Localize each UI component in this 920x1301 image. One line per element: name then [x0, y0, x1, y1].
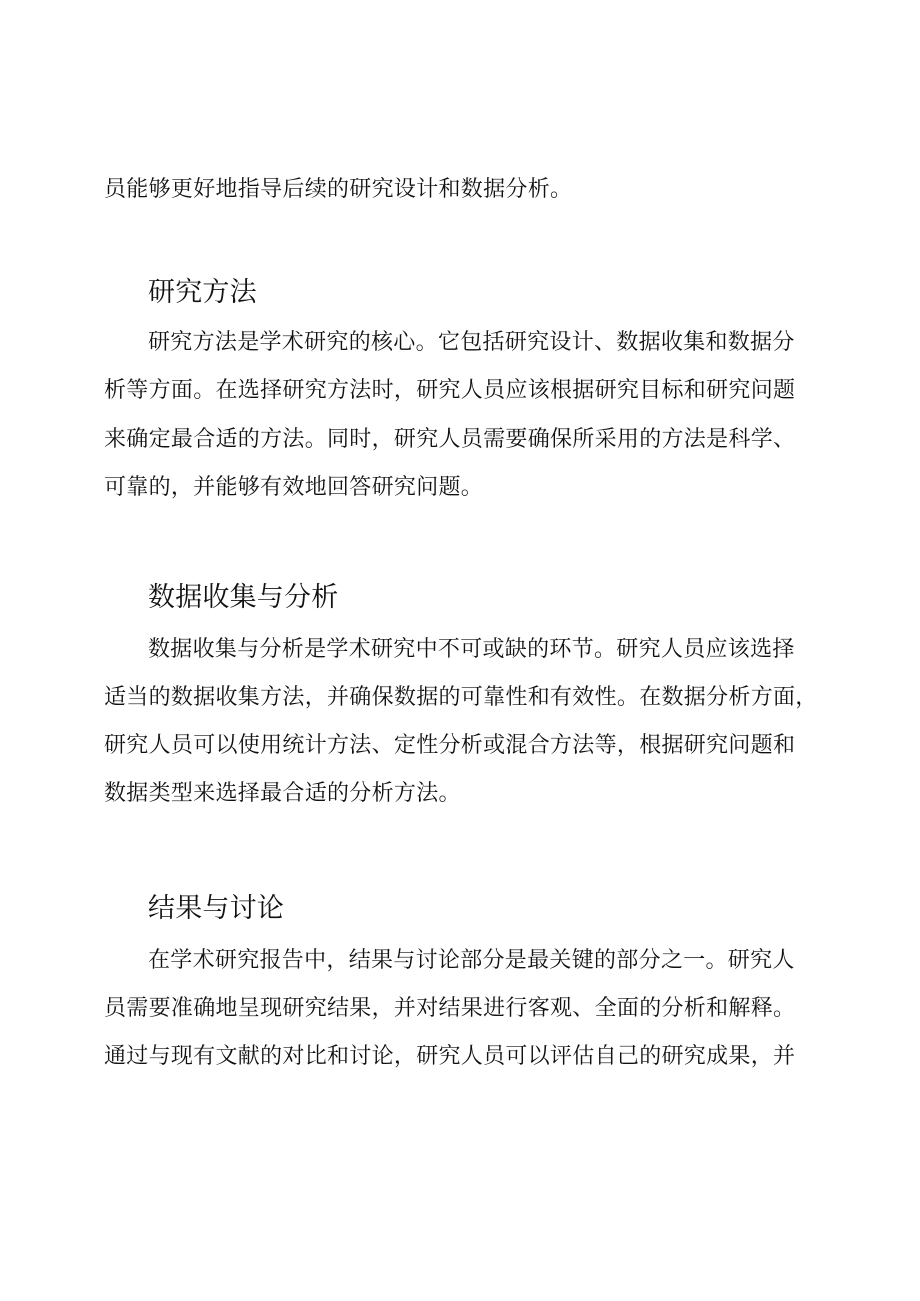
- paragraph-line: 适当的数据收集方法，并确保数据的可靠性和有效性。在数据分析方面，: [104, 685, 818, 710]
- paragraph-line: 研究方法是学术研究的核心。它包括研究设计、数据收集和数据分: [148, 330, 795, 355]
- paragraph-line: 数据类型来选择最合适的分析方法。: [104, 781, 461, 806]
- section-heading-research-methods: 研究方法: [148, 277, 257, 308]
- intro-paragraph-line: 员能够更好地指导后续的研究设计和数据分析。: [104, 177, 573, 202]
- paragraph-line: 来确定最合适的方法。同时，研究人员需要确保所采用的方法是科学、: [104, 427, 796, 452]
- section-heading-results-discussion: 结果与讨论: [148, 893, 284, 924]
- paragraph-line: 研究人员可以使用统计方法、定性分析或混合方法等，根据研究问题和: [104, 733, 796, 758]
- paragraph-line: 数据收集与分析是学术研究中不可或缺的环节。研究人员应该选择: [148, 637, 795, 662]
- section-heading-data-collection-analysis: 数据收集与分析: [148, 582, 339, 613]
- paragraph-line: 析等方面。在选择研究方法时，研究人员应该根据研究目标和研究问题: [104, 378, 796, 403]
- paragraph-line: 通过与现有文献的对比和讨论，研究人员可以评估自己的研究成果，并: [104, 1044, 796, 1069]
- paragraph-line: 员需要准确地呈现研究结果，并对结果进行客观、全面的分析和解释。: [104, 996, 796, 1021]
- paragraph-line: 可靠的，并能够有效地回答研究问题。: [104, 475, 484, 500]
- paragraph-line: 在学术研究报告中，结果与讨论部分是最关键的部分之一。研究人: [148, 948, 795, 973]
